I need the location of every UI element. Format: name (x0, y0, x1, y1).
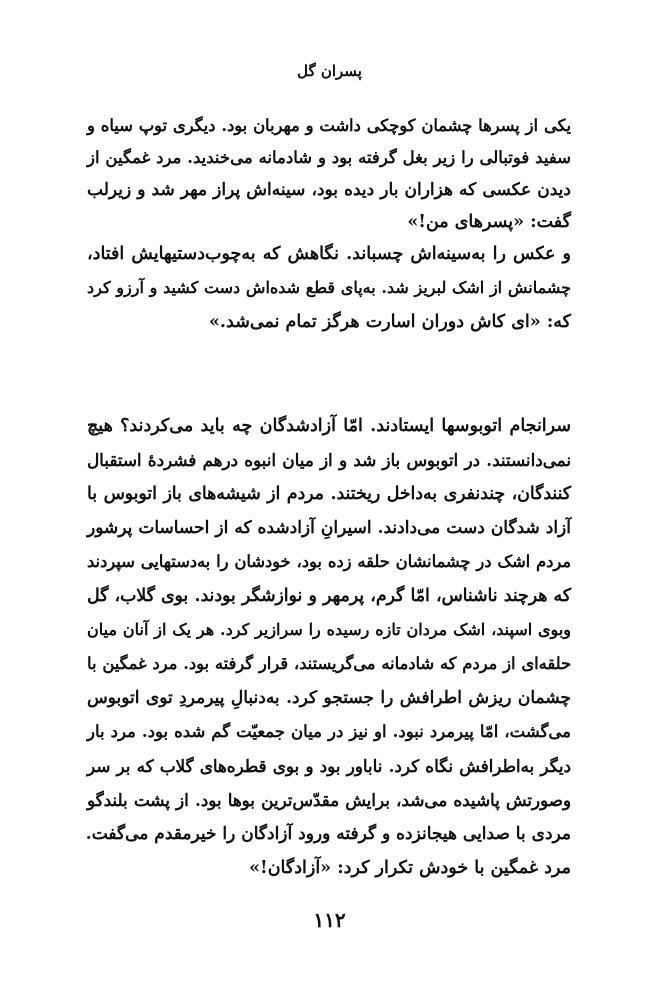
text-line: وصورتش پاشیده می‌شد، برایش مقدّس‌ترین بوها بود. از پشت بلندگو (87, 790, 571, 810)
text-line: و عکس را به‌سینه‌اش چسباند. نگاهش که به‌چوب‌دستیهایش افتاد، (87, 244, 571, 264)
text-line: که هرچند ناشناس، امّا گرم، پرمهر و نوازشگر بودند. بوی گلاب، گل (87, 586, 571, 606)
text-line: می‌گشت، امّا پیرمرد نبود. او نیز در میان جمعیّت گم شده بود. مرد بار (87, 722, 571, 741)
text-line: که: «ای کاش دوران اسارت هرگز تمام نمی‌شد.» (208, 312, 571, 332)
text-line: حلقه‌ای از مردم که شادمانه می‌گریستند، قرار گرفته بود. مرد غمگین با (87, 654, 571, 673)
text-line: مرد غمگین با خودش تکرار کرد: «آزادگان!» (249, 858, 571, 878)
text-line: گفت: «پسرهای من!» (407, 212, 571, 232)
text-line: مردم اشک در چشمانشان حلقه زده بود، خودشان را به‌دستهایی سپردند (87, 552, 571, 571)
running-title: پسران گل (297, 62, 362, 80)
text-line: مردی با صدایی هیجانزده و گرفته ورود آزادگان را خیرمقدم می‌گفت. (85, 824, 571, 844)
text-line: یکی از پسرها چشمان کوچکی داشت و مهربان بود. دیگری توپ سیاه و (87, 116, 571, 135)
text-line: سفید فوتبالی را زیر بغل گرفته بود و شادمانه می‌خندید. مرد غمگین از (87, 148, 571, 167)
text-line: آزاد شدگان دست می‌دادند. اسیرانِ آزادشده که از احساسات پرشور (87, 518, 571, 538)
text-line: دیدن عکسی که هزاران بار دیده بود، سینه‌اش پراز مهر شد و زیرلب (87, 180, 571, 200)
page-number: ۱۱۲ (313, 908, 346, 932)
text-line: نمی‌دانستند. در اتوبوس باز شد و از میان انبوه درهم فشردهٔ استقبال (87, 450, 571, 470)
text-line: چشمان ریزش اطرافش را جستجو کرد. به‌دنبالِ پیرمردِ توی اتوبوس (87, 688, 571, 708)
text-line: کنندگان، چندنفری به‌داخل ریختند. مردم از شیشه‌های باز اتوبوس با (87, 484, 571, 504)
text-line: سرانجام اتوبوسها ایستادند. امّا آزادشدگان چه باید می‌کردند؟ هیچ (87, 416, 571, 436)
text-line: وبوی اسپند، اشک مردان تازه رسیده را سرازیر کرد. هر یک از آنان میان (87, 620, 572, 639)
text-line: چشمانش از اشک لبریز شد. به‌پای قطع شده‌اش دست کشید و آرزو کرد (87, 278, 571, 297)
text-line: دیگر به‌اطرافش نگاه کرد. ناباور بود و بوی قطره‌های گلاب که بر سر (87, 756, 571, 776)
